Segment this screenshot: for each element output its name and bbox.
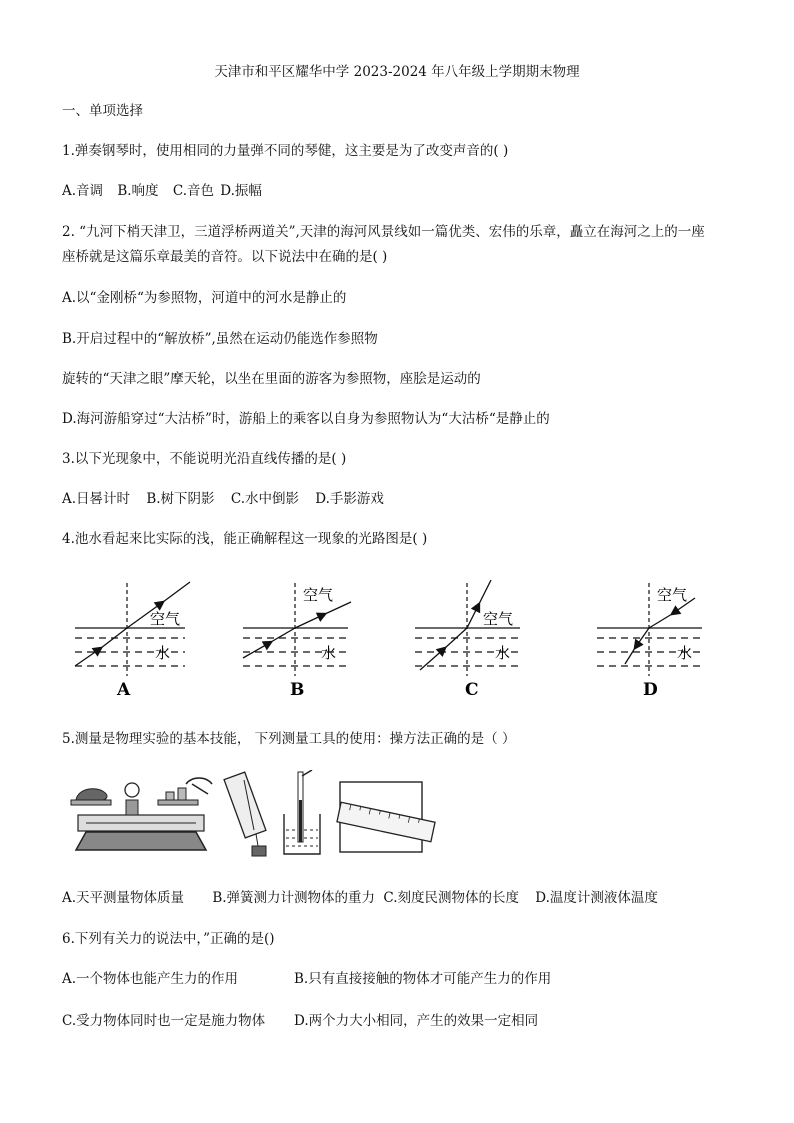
q5-options bbox=[62, 888, 658, 908]
q6-option-a[interactable]: A.一个物体也能产生力的作用 bbox=[62, 971, 239, 987]
diagram-d[interactable] bbox=[597, 583, 702, 700]
diagram-c[interactable] bbox=[415, 580, 520, 700]
diagram-a-air-label: 空气 bbox=[150, 610, 181, 628]
q5-option-b[interactable]: B.弹簧测力计测物体的重力 bbox=[212, 890, 376, 906]
q5-option-c[interactable]: C.刻度民测物体的长度 bbox=[383, 890, 519, 906]
q6-stem: 6.下列有关力的说法中，”正确的是() bbox=[62, 931, 275, 947]
q3-option-d[interactable]: D.手影游戏 bbox=[315, 491, 384, 507]
diagram-a-water-label: 水 bbox=[155, 644, 171, 662]
q4-refraction-diagrams bbox=[60, 578, 740, 703]
diagram-d-label: D bbox=[643, 680, 658, 700]
diagram-d-air-label: 空气 bbox=[657, 586, 688, 604]
diagram-c-water-label: 水 bbox=[495, 644, 511, 662]
q4-stem: 4.池水看起来比实际的浅，能正确解程这一现象的光路图是( ) bbox=[62, 531, 428, 547]
diagram-d-water-label: 水 bbox=[677, 644, 693, 662]
q1-option-b[interactable]: B.响度 bbox=[117, 183, 159, 199]
diagram-b-water-label: 水 bbox=[321, 644, 337, 662]
q1-options bbox=[62, 181, 262, 201]
q3-option-a[interactable]: A.日晷计时 bbox=[62, 491, 131, 507]
ruler-figure bbox=[337, 782, 435, 852]
q5-option-a[interactable]: A.天平测量物体质量 bbox=[62, 890, 185, 906]
spring-scale-figure bbox=[224, 772, 266, 856]
q2-stem-line1: 2. “九河下梢天津卫，三道浮桥两道关”,天津的海河风景线如一篇优类、宏伟的乐章，矗立在海河之上的一座 bbox=[62, 224, 705, 240]
q1-option-d[interactable]: D.振幅 bbox=[220, 183, 262, 199]
q3-option-c[interactable]: C.水中倒影 bbox=[230, 491, 299, 507]
q2-option-d[interactable]: D.海河游船穿过“大沽桥”时，游船上的乘客以自身为参照物认为“大沽桥“是静止的 bbox=[62, 411, 550, 427]
q2-option-b[interactable]: B.开启过程中的“解放桥”,虽然在运动仍能选作参照物 bbox=[62, 331, 378, 347]
q3-option-b[interactable]: B.树下阴影 bbox=[146, 491, 215, 507]
q6-option-d[interactable]: D.两个力大小相同，产生的效果一定相同 bbox=[294, 1013, 539, 1029]
q5-option-d[interactable]: D.温度计测液体温度 bbox=[535, 890, 658, 906]
q6-option-c[interactable]: C.受力物体同时也一定是施力物体 bbox=[62, 1013, 266, 1029]
q1-option-a[interactable]: A.音调 bbox=[62, 183, 104, 199]
section-heading: 一、单项选择 bbox=[62, 103, 143, 119]
diagram-b-air-label: 空气 bbox=[303, 586, 334, 604]
q5-stem: 5.测量是物理实验的基本技能， 下列测量工具的使用：操方法正确的是（ ） bbox=[62, 731, 516, 747]
diagram-b[interactable] bbox=[243, 583, 351, 700]
q3-options bbox=[62, 489, 384, 509]
q2-option-a[interactable]: A.以“金刚桥“为参照物，河道中的河水是静止的 bbox=[62, 290, 347, 306]
q2-stem-line2: 座桥就是这篇乐章最美的音符。以下说法中在确的是( ) bbox=[62, 249, 388, 265]
q3-stem: 3.以下光现象中，不能说明光沿直线传播的是( ) bbox=[62, 451, 347, 467]
q1-stem: 1.弹奏钢琴时，使用相同的力量弹不同的琴健，这主要是为了改变声音的( ) bbox=[62, 143, 509, 159]
q2-option-c[interactable]: 旋转的“天津之眼”摩天轮，以坐在里面的游客为参照物，座脍是运动的 bbox=[62, 371, 481, 387]
page-title: 天津市和平区耀华中学 2023-2024 年八年级上学期期末物理 bbox=[214, 64, 580, 80]
q1-option-c[interactable]: C.音色 bbox=[172, 183, 214, 199]
diagram-a[interactable] bbox=[75, 582, 190, 700]
diagram-c-air-label: 空气 bbox=[483, 610, 514, 628]
diagram-b-label: B bbox=[290, 680, 305, 700]
q6-option-b[interactable]: B.只有直接接触的物体才可能产生力的作用 bbox=[294, 971, 552, 987]
diagram-c-label: C bbox=[465, 680, 479, 700]
balance-figure bbox=[71, 778, 212, 850]
diagram-a-label: A bbox=[117, 680, 131, 700]
thermometer-figure bbox=[284, 770, 320, 854]
q5-instrument-figures bbox=[66, 770, 446, 862]
